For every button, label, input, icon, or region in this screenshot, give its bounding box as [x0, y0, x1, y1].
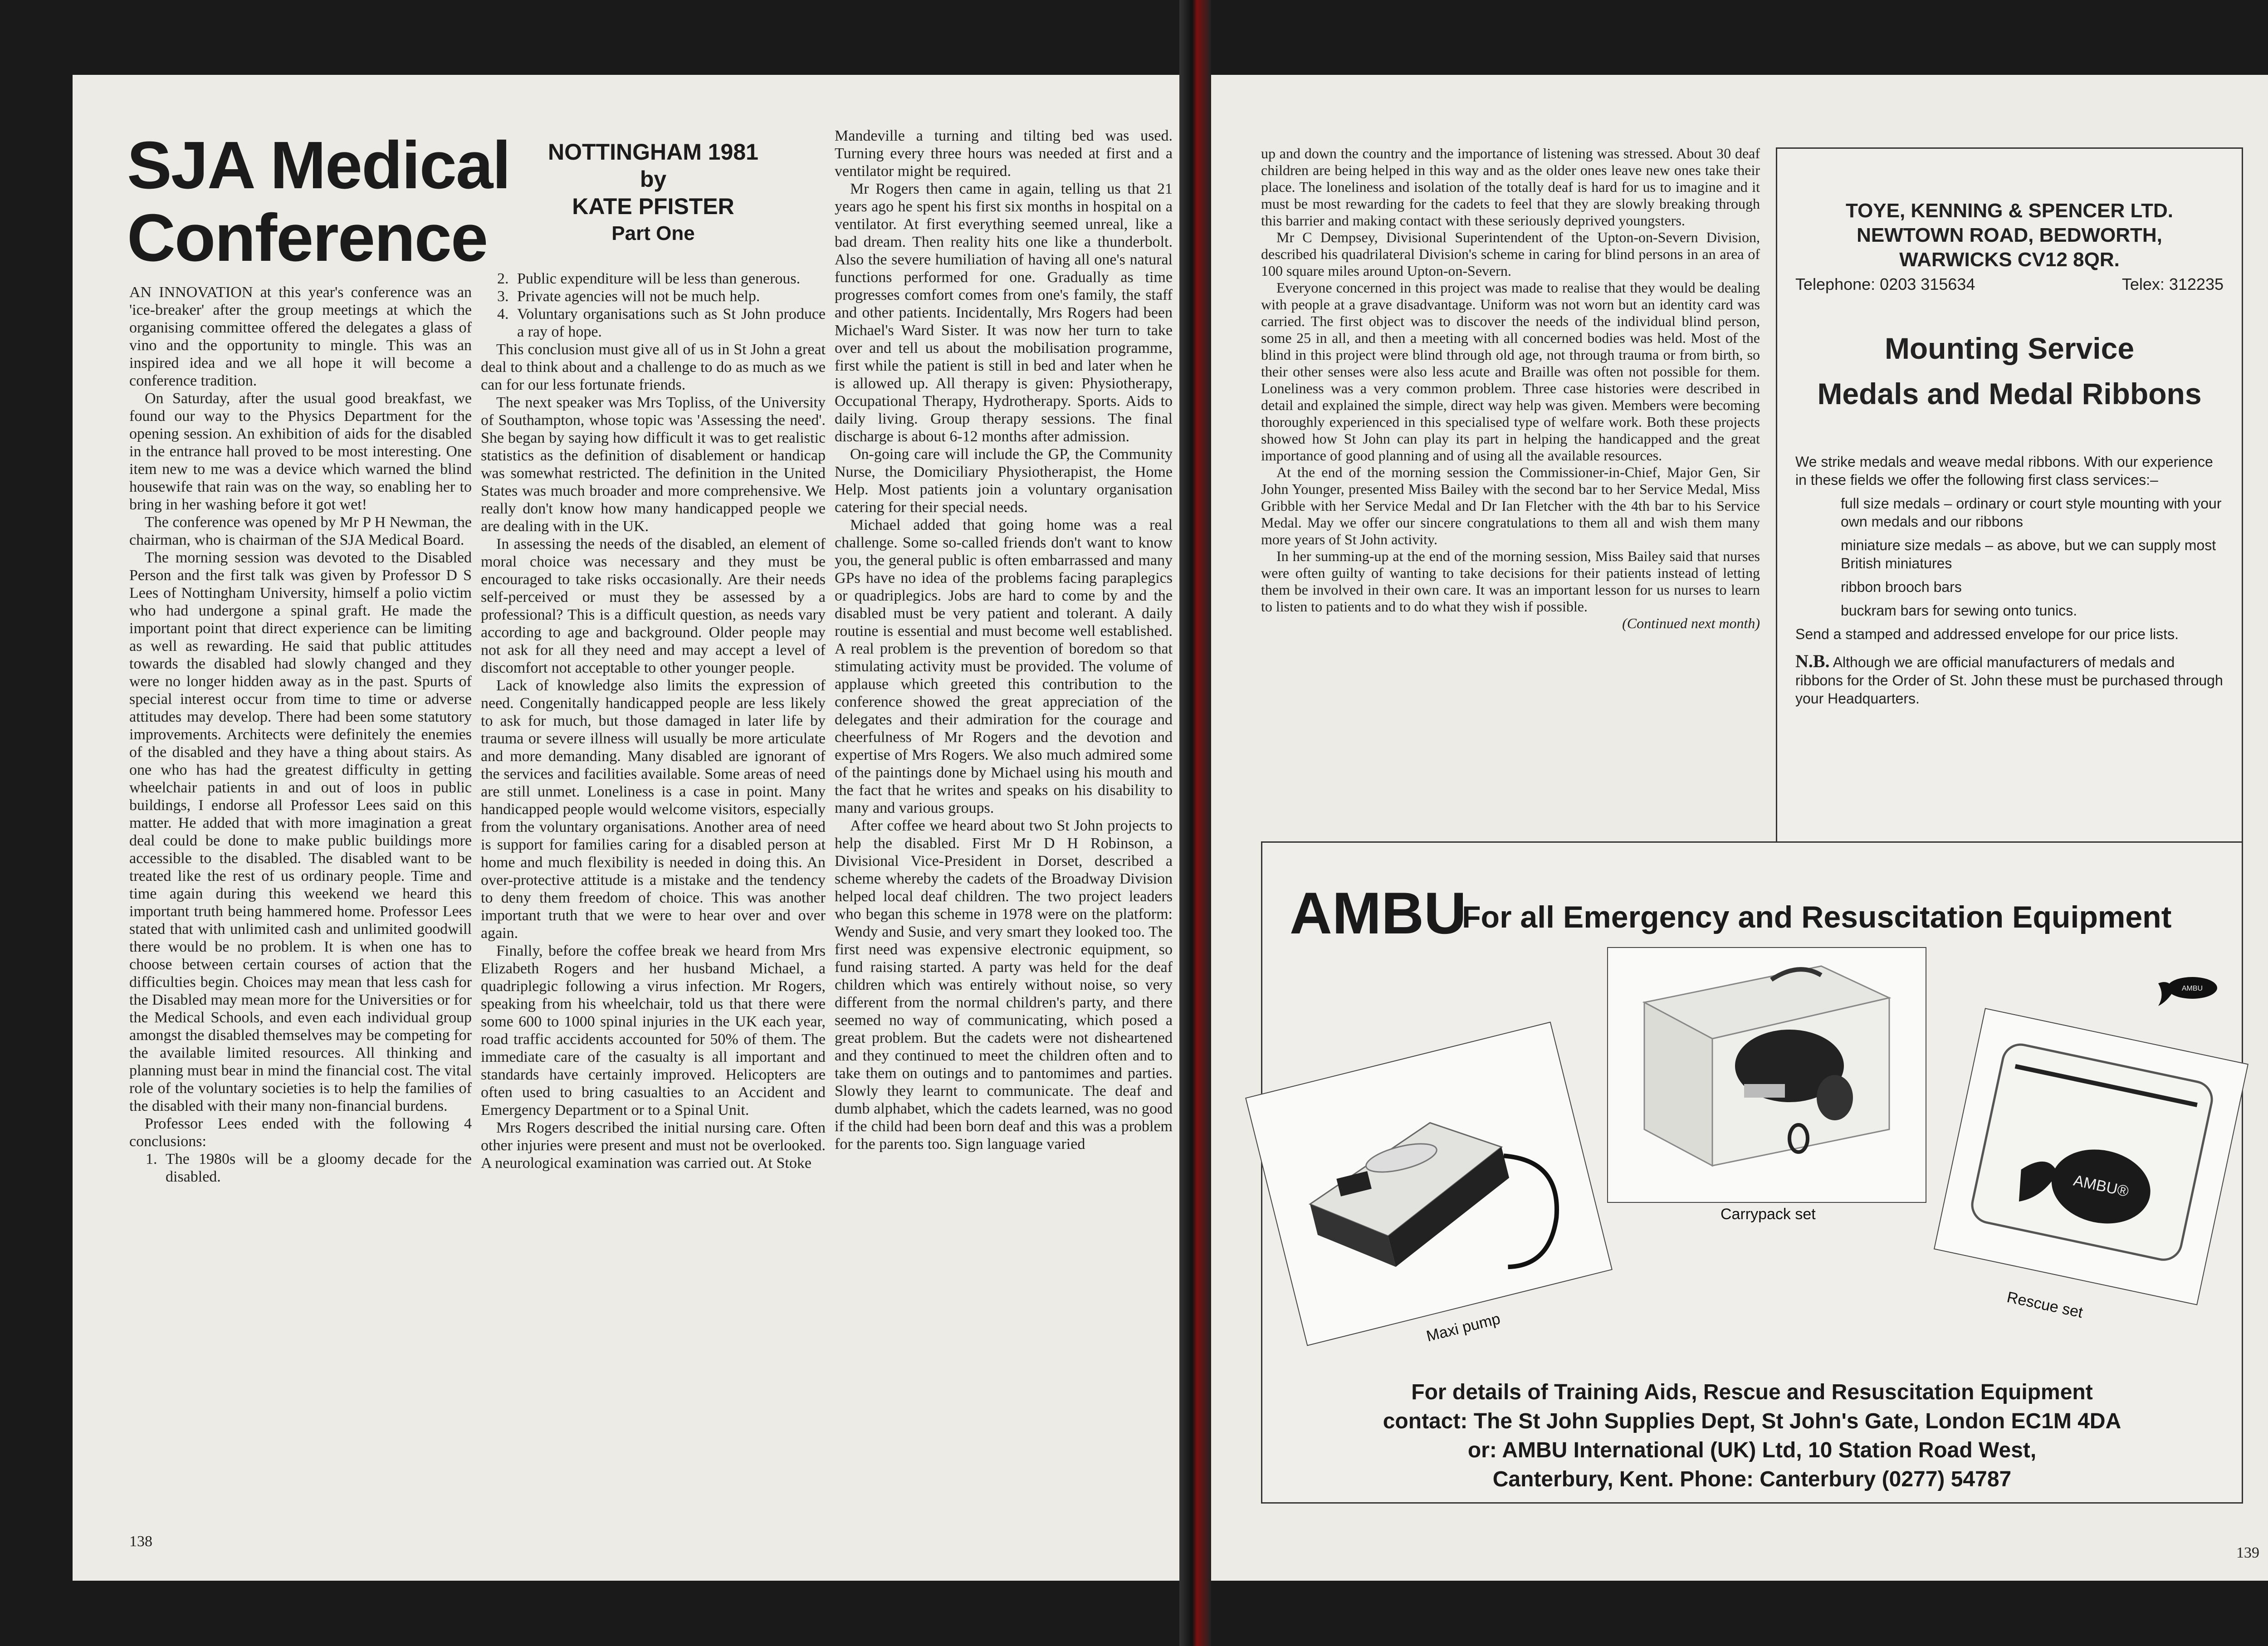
paragraph: After coffee we heard about two St John projects to help the disabled. First Mr D H Robinson, a Divisional Vice-President in Dorset, described a scheme whereby the cadets of the Broadway Division helped local deaf children. The two project leaders who began this scheme in 1978 were on the platform: Wendy and Susie, and very smart they looked too. The first need was expensive electronic equipment, so fund raising started. A party was held for the deaf children which was entirely without noise, so very different from the normal children's party, and there seemed no way of communicating, which posed a great problem. But the cadets were not disheartened and they continued to meet the children often and to take them on outings and to pantomimes and parties. Slowly they learnt to communicate. The deaf and dumb alphabet, which the cadets learned, was no good if the child had been born deaf and this was a problem for the parents too. Sign language varied: [835, 817, 1173, 1153]
paragraph: Mandeville a turning and tilting bed was used. Turning every three hours was needed at first and a ventilator might be required.: [835, 127, 1173, 180]
paragraph: At the end of the morning session the Commissioner-in-Chief, Major Gen, Sir John Younger, presented Miss Bailey with the second bar to her Service Medal, Miss Gribble with her Service Medal and Dr Ian Fletcher with the 4th bar to his Service Medal. May we offer our sincere congratulations to them all and wish them many more years of St John activity.: [1261, 464, 1760, 547]
article-column-2: [481, 270, 826, 1172]
carrypack-photo: [1607, 947, 1926, 1203]
article-continued-column: [1261, 145, 1760, 632]
list-item: buckram bars for sewing onto tunics.: [1841, 602, 2077, 619]
toye-telephone: Telephone: 0203 315634: [1795, 275, 1975, 293]
byline-event: NOTTINGHAM 1981: [548, 139, 758, 165]
paragraph: Mr Rogers then came in again, telling us that 21 years ago he spent his first six months in hospital on a ventilator. At first everything seemed unreal, like a bad dream. Then reality hits one like a thunderbolt. Also the severe humiliation of having all one's natural functions performed for one. Gradually as time progresses comfort comes from one's family, the staff and other patients. Incidentally, Mrs Rogers had been Michael's Ward Sister. It was now her turn to take over and tell us about the mobilisation programme, first while the patient is still in bed and later when he is allowed up. All therapy is given: Physiotherapy, Occupational Therapy, Hydrotherapy. Sports. Aids to daily living. Group therapy sessions. The final discharge is about 6-12 months after admission.: [835, 181, 1173, 445]
toye-body: [1795, 453, 2224, 708]
list-item: 2. Public expenditure will be less than generous.: [513, 270, 826, 288]
toye-nb: [1795, 652, 2224, 708]
toye-heading-line-2: Medals and Medal Ribbons: [1817, 377, 2202, 410]
toye-telex: Telex: 312235: [2121, 275, 2224, 293]
ambu-logo-text: AMBU: [2181, 985, 2203, 992]
ambu-contact-line-4: Canterbury, Kent. Phone: Canterbury (0277) 54787: [1492, 1467, 2012, 1491]
list-item: miniature size medals – as above, but we can supply most British miniatures: [1841, 537, 2216, 571]
title-line-1: SJA Medical: [127, 128, 510, 203]
conclusions-list: [129, 1150, 472, 1186]
rescue-set-illustration: [1935, 1009, 2247, 1304]
rescue-bag-logo: AMBU®: [2072, 1172, 2131, 1201]
ambu-logo-icon: [2149, 970, 2222, 1011]
maxi-pump-photo: [1245, 1021, 1613, 1346]
ambu-contact-details: [1262, 1378, 2242, 1494]
article-column-3: [835, 127, 1173, 1153]
paragraph: Lack of knowledge also limits the expression of need. Congenitally handicapped people are less likely to ask for much, but those damaged in later life by trauma or severe illness will usually be more articulate and more demanding. Many disabled are ignorant of the services and facilities available. Some areas of need are still unmet. Loneliness is a case in point. Many handicapped people would welcome visitors, especially from the voluntary organisations. Another area of need is support for families caring for a disabled person at home and much flexibility is needed in doing this. An over-protective attitude is a mistake and the tendency to deny them freedom of choice. This was another important truth that we were to hear over and over again.: [481, 677, 826, 942]
list-item: ribbon brooch bars: [1841, 579, 1962, 595]
paragraph: AN INNOVATION at this year's conference was an 'ice-breaker' after the group meetings at which the organising committee offered the delegates a glass of vino and the opportunity to mingle. This was an inspired idea and we all hope it will become a conference tradition.: [129, 284, 472, 389]
ambu-brand: AMBU: [1290, 880, 1466, 946]
rescue-set-photo: [1934, 1008, 2248, 1305]
toye-street: NEWTOWN ROAD, BEDWORTH,: [1857, 224, 2162, 246]
book-spine: [1179, 0, 1211, 1646]
toye-company: TOYE, KENNING & SPENCER LTD.: [1845, 200, 2173, 222]
paragraph: Michael added that going home was a real challenge. Some so-called friends don't want to know you, the general public is often embarrassed and many GPs have no idea of the problems facing paraplegics or quadriplegics. Jobs are hard to come by and the disabled must be very patient and tolerant. A daily routine is essential and must become well established. A real problem is the prevention of boredom so that stimulating activity must be provided. The volume of applause which greeted this contribution to the conference showed the great appreciation of the delegates and their admiration for the courage and cheerfulness of Mr Rogers and the devotion and expertise of Mrs Rogers. We also much admired some of the paintings done by Michael using his mouth and the fact that he writes and speaks on his disability to many and various groups.: [835, 517, 1173, 816]
toye-intro: We strike medals and weave medal ribbons. With our experience in these fields we offer the following first class services:–: [1795, 454, 2213, 488]
page-139: [1211, 75, 2268, 1581]
title-line-2: Conference: [127, 200, 488, 275]
ambu-contact-line-1: For details of Training Aids, Rescue and Resuscitation Equipment: [1411, 1380, 2093, 1404]
byline: [540, 138, 767, 247]
page-number: 138: [129, 1533, 152, 1550]
toye-heading-line-1: Mounting Service: [1884, 332, 2135, 365]
conclusions-list-continued: [481, 270, 826, 341]
toye-nb-label: N.B.: [1795, 651, 1830, 671]
paragraph: In her summing-up at the end of the morning session, Miss Bailey said that nurses were often guilty of wanting to take decisions for their patients instead of letting them be involved in their own care. It was an important lesson for us nurses to learn to listen to patients and to do what they wish if possible.: [1261, 548, 1760, 615]
maxi-pump-illustration: [1246, 1023, 1612, 1345]
toye-nb-text: Although we are official manufacturers of medals and ribbons for the Order of St. John these must be purchased through your Headquarters.: [1795, 654, 2223, 707]
continued-note: (Continued next month): [1622, 615, 1760, 631]
paragraph: The morning session was devoted to the Disabled Person and the first talk was given by Professor D S Lees of Nottingham University, himself a polio victim who had undergone a spinal graft. He made the important point that direct experience can be limiting as well as rewarding. He said that public attitudes towards the disabled had slowly changed and they were no longer hidden away as in the past. Spurts of special interest occur from time to time or adverse attitudes may develop. There had been some statutory improvements. Architects were definitely the enemies of the disabled and they have a thing about stairs. As one who has had the greatest difficulty in getting wheelchair patients in and out of loos in public buildings, I endorse all Professor Lees said on this matter. He added that with more imagination a great deal could be done to make public buildings more accessible to the disabled. The disabled want to be treated like the rest of us ordinary people. Time and time again during this weekend we heard this important truth being hammered home. Professor Lees stated that with unlimited cash and unlimited goodwill there would be no problem. It is when one has to choose between certain courses of action that the difficulties begin. Choices may mean that less cash for the Disabled may mean more for the Universities or for the Medical Schools, and even each individual group amongst the disabled themselves may be competing for the available limited resources. All thinking and planning must bear in mind the financial cost. The vital role of the voluntary societies is to help the families of the disabled with their many non-financial burdens.: [129, 549, 472, 1114]
list-item: 1. The 1980s will be a gloomy decade for the disabled.: [161, 1150, 472, 1186]
toye-town: WARWICKS CV12 8QR.: [1899, 249, 2120, 271]
paragraph: Mr C Dempsey, Divisional Superintendent of the Upton-on-Severn Division, described his quadrilateral Division's scheme in caring for blind persons in an area of 100 square miles around Upton-on-Severn.: [1261, 229, 1760, 279]
ambu-tagline: For all Emergency and Resuscitation Equipment: [1462, 900, 2172, 934]
toye-services-list: [1795, 494, 2224, 620]
ambu-contact-line-2: contact: The St John Supplies Dept, St John's Gate, London EC1M 4DA: [1383, 1409, 2121, 1433]
paragraph: Professor Lees ended with the following 4 conclusions:: [129, 1115, 472, 1150]
paragraph: On Saturday, after the usual good breakfast, we found our way to the Physics Department for the opening session. An exhibition of aids for the disabled in the entrance hall proved to be most interesting. One item new to me was a device which warned the blind housewife that rain was on the way, so enabling her to bring in her washing before it got wet!: [129, 390, 472, 513]
paragraph: Finally, before the coffee break we heard from Mrs Elizabeth Rogers and her husband Michael, a quadriplegic following a virus infection. Mr Rogers, speaking from his wheelchair, told us that there were some 600 to 1000 spinal injuries in the UK each year, road traffic accidents accounted for 50% of them. The immediate care of the casualty is all important and standards have certainly improved. Helicopters are often used to bring casualties to an Accident and Emergency Department or to a Spinal Unit.: [481, 943, 826, 1118]
toye-contacts: [1795, 275, 2224, 294]
ambu-advert: [1261, 841, 2243, 1504]
page-number: 139: [2236, 1544, 2259, 1561]
article-title: [127, 129, 510, 274]
page-138: [73, 75, 1179, 1581]
byline-by: by: [640, 166, 667, 192]
carrypack-illustration: [1608, 948, 1926, 1202]
paragraph: The conference was opened by Mr P H Newman, the chairman, who is chairman of the SJA Medical Board.: [129, 514, 472, 548]
list-item: 4. Voluntary organisations such as St John produce a ray of hope.: [513, 305, 826, 341]
list-item: full size medals – ordinary or court style mounting with your own medals and our ribbons: [1841, 495, 2222, 530]
toye-kenning-advert: [1776, 147, 2243, 900]
paragraph: In assessing the needs of the disabled, an element of moral choice was necessary and they must be encouraged to take risks occasionally. Are their needs self-perceived or must they be assessed by a professional? This is a difficult question, as needs vary according to age and background. Older people may not ask for all they need and may accept a level of discomfort not acceptable to other younger people.: [481, 536, 826, 676]
paragraph: up and down the country and the importance of listening was stressed. About 30 deaf children are being helped in this way and as the older ones leave new ones take their place. The loneliness and isolation of the totally deaf is hard for us to imagine and it must be most rewarding for the cadets to feel that they are slowly breaking through this barrier and making contact with these seriously deprived youngsters.: [1261, 145, 1760, 229]
toye-heading: [1795, 326, 2224, 416]
carrypack-label: Carrypack set: [1721, 1206, 1816, 1223]
paragraph: The next speaker was Mrs Topliss, of the University of Southampton, whose topic was 'Assessing the need'. She began by saying how difficult it was to get realistic statistics as the definition of disablement or handicap was somewhat restricted. The definition in the United States was much broader and more comprehensive. We really don't know how many handicapped people we are dealing with in the UK.: [481, 394, 826, 535]
byline-author: KATE PFISTER: [572, 194, 734, 219]
maxi-pump-label: Maxi pump: [1424, 1310, 1502, 1345]
rescue-set-label: Rescue set: [2005, 1288, 2085, 1322]
paragraph: This conclusion must give all of us in St John a great deal to think about and a challenge to do as much as we can for our less fortunate friends.: [481, 341, 826, 393]
ambu-contact-line-3: or: AMBU International (UK) Ltd, 10 Station Road West,: [1467, 1438, 2037, 1462]
paragraph: On-going care will include the GP, the Community Nurse, the Domiciliary Physiotherapist, the Home Help. Most patients join a voluntary organisation catering for their special needs.: [835, 446, 1173, 516]
paragraph: Everyone concerned in this project was made to realise that they would be dealing with people at a grave disadvantage. Uniform was not worn but an identity card was carried. The first object was to discover the needs of the individual blind person, some 25 in all, and then a meeting with all concerned bodies was held. Most of the blind in this project were blind through old age, not through trauma or from birth, so their other senses were also less acute and Braille was often not possible for them. Loneliness was a very common problem. Three case histories were described in detail and explained the simple, direct way help was given. Members were becoming thoroughly experienced in this specialised type of welfare work. Both these projects showed how St John can play its part in helping the handicapped and the great importance of good planning and of using all the available resources.: [1261, 279, 1760, 464]
list-item: 3. Private agencies will not be much help.: [513, 288, 826, 305]
paragraph: Mrs Rogers described the initial nursing care. Often other injuries were present and must not be overlooked. A neurological examination was carried out. At Stoke: [481, 1119, 826, 1172]
article-column-1: [129, 283, 472, 1186]
byline-part: Part One: [611, 222, 695, 244]
toye-send-note: Send a stamped and addressed envelope for our price lists.: [1795, 626, 2179, 642]
